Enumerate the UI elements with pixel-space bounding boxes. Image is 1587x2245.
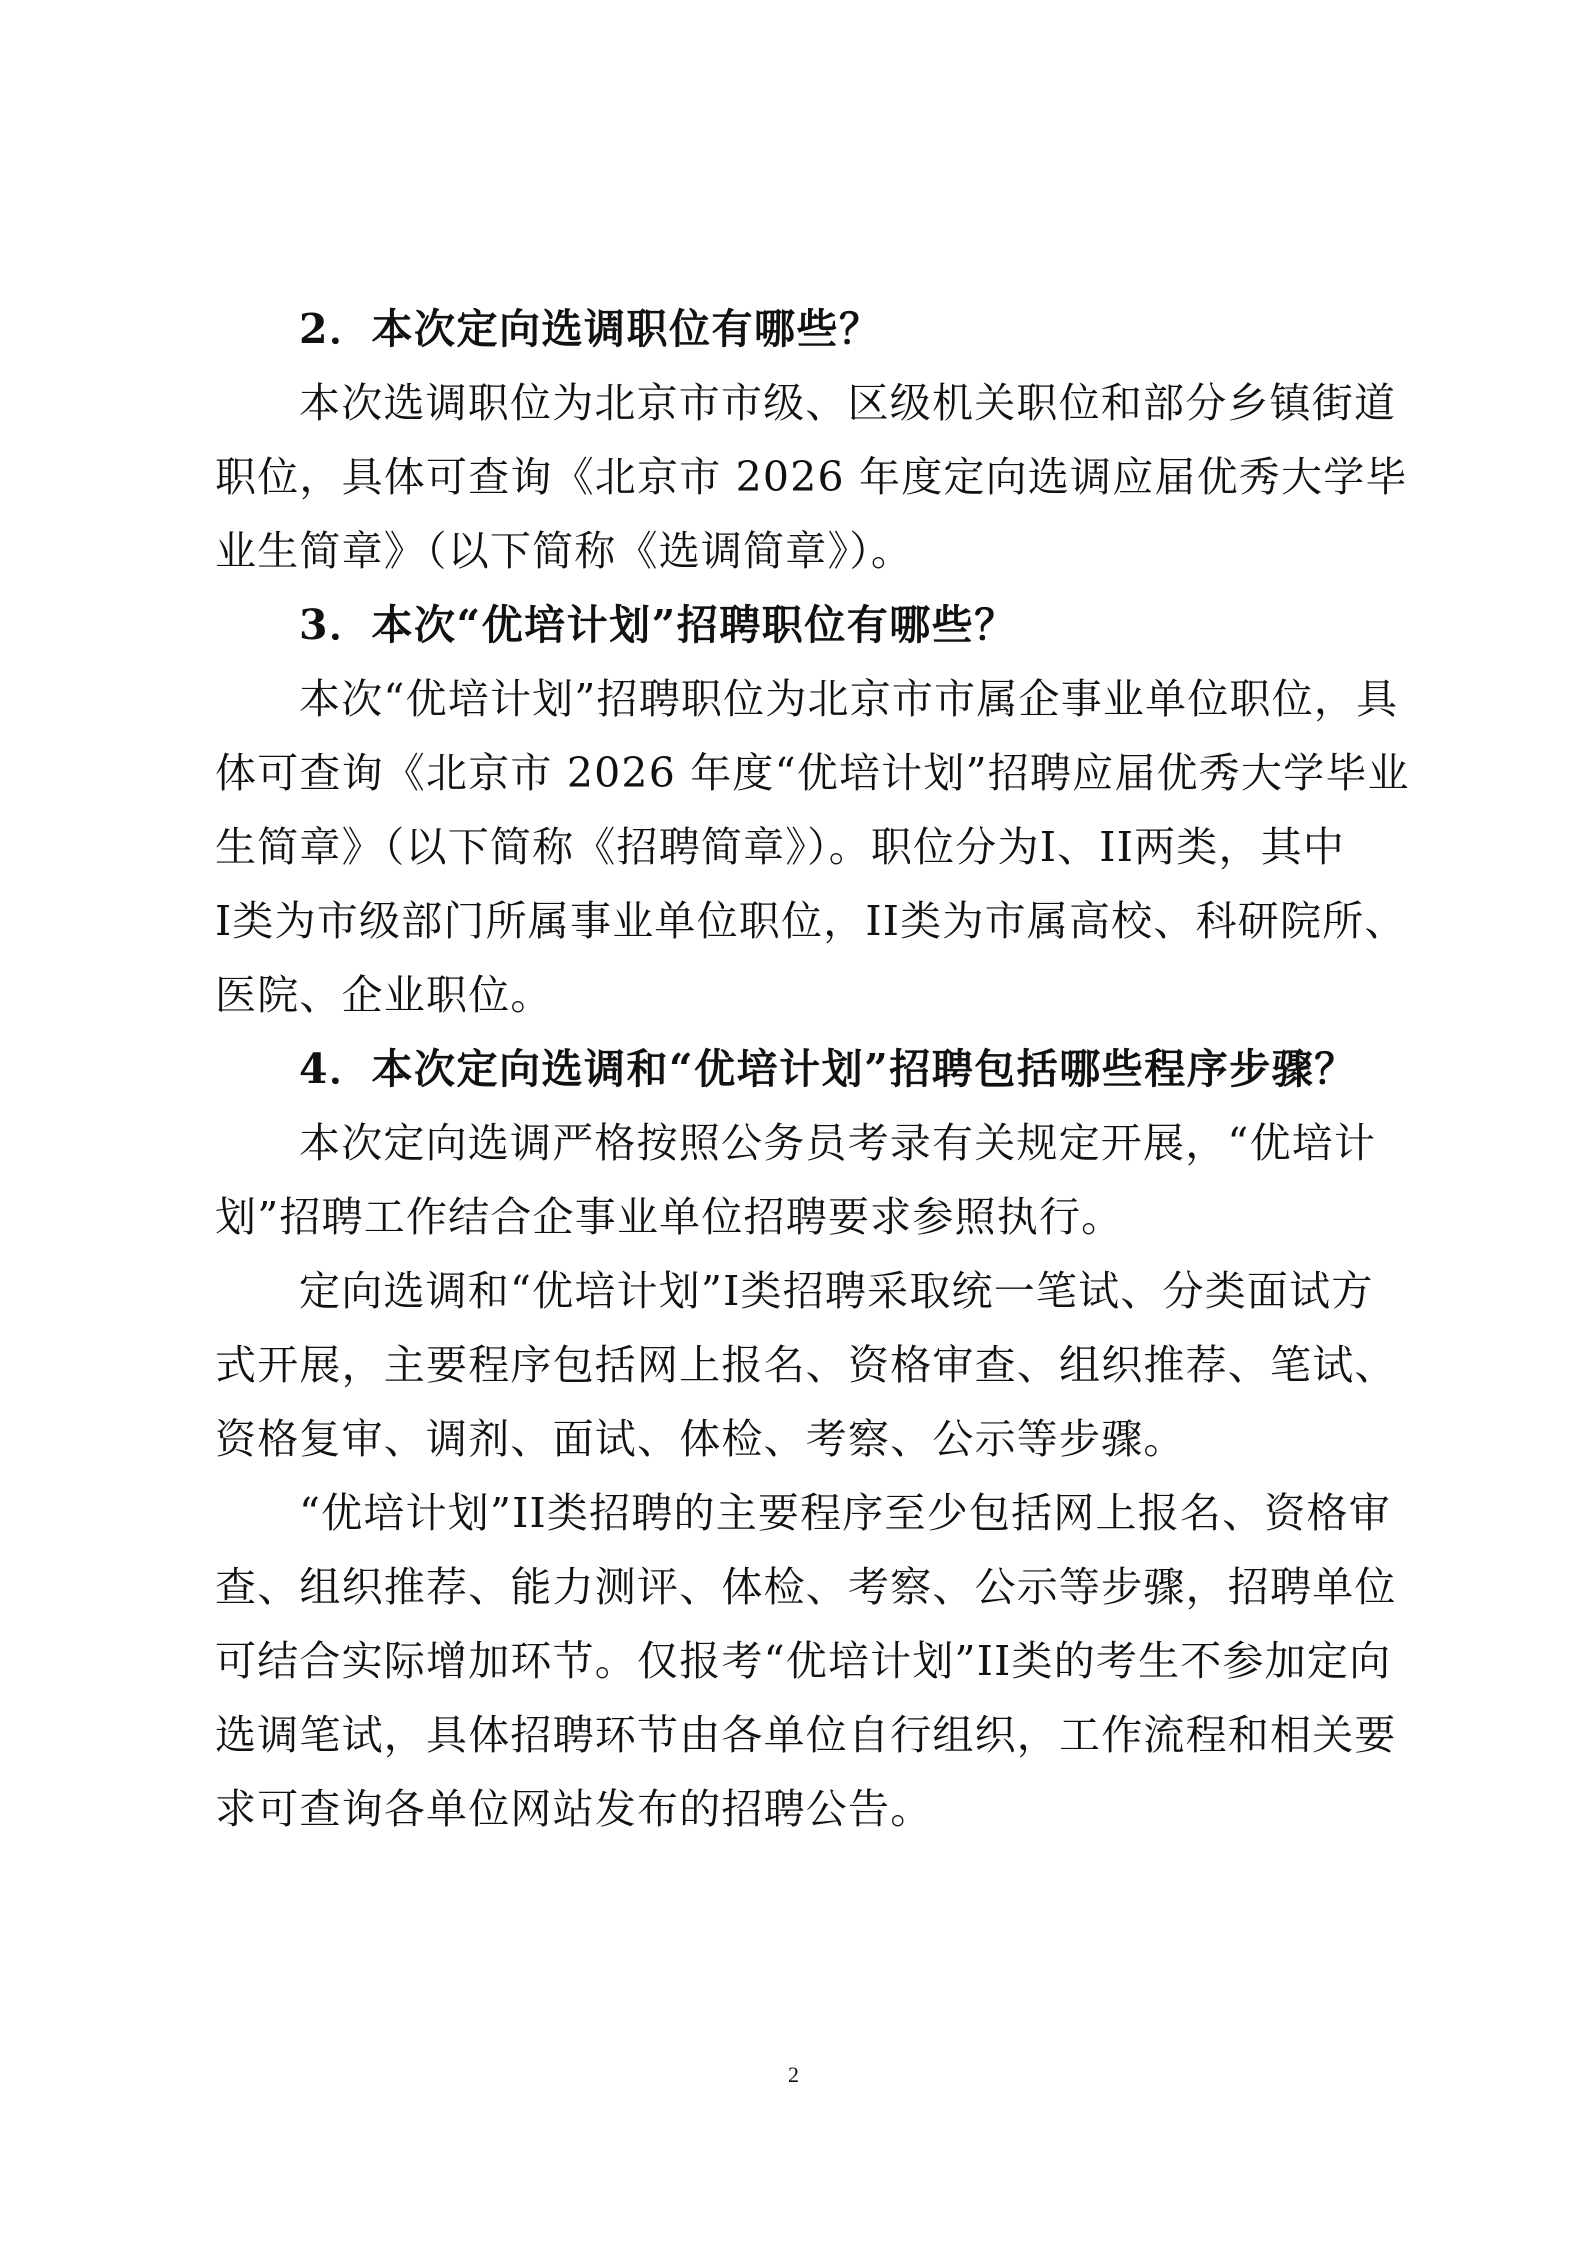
- section-4-paragraph-2: [215, 1254, 1397, 1476]
- paragraph-line: 划”招聘工作结合企事业单位招聘要求参照执行。: [215, 1193, 1124, 1241]
- paragraph-line: 业生简章》（以下简称《选调简章》）。: [215, 527, 914, 575]
- document-body: [215, 292, 1410, 1846]
- section-3-paragraph: [215, 662, 1410, 1032]
- paragraph-line: 定向选调和“优培计划”I类招聘采取统一笔试、分类面试方: [299, 1267, 1374, 1315]
- paragraph-line: 可结合实际增加环节。仅报考“优培计划”II类的考生不参加定向: [215, 1637, 1392, 1685]
- paragraph-line: I类为市级部门所属事业单位职位，II类为市属高校、科研院所、: [215, 897, 1407, 945]
- paragraph-line: 查、组织推荐、能力测评、体检、考察、公示等步骤，招聘单位: [215, 1563, 1397, 1611]
- paragraph-line: 选调笔试，具体招聘环节由各单位自行组织，工作流程和相关要: [215, 1711, 1397, 1759]
- section-4-paragraph-1: [215, 1106, 1385, 1254]
- paragraph-line: “优培计划”II类招聘的主要程序至少包括网上报名、资格审: [299, 1489, 1391, 1537]
- paragraph-line: 资格复审、调剂、面试、体检、考察、公示等步骤。: [215, 1415, 1186, 1463]
- page-number: 2: [788, 2062, 799, 2087]
- paragraph-line: 本次定向选调严格按照公务员考录有关规定开展，“优培计: [299, 1119, 1377, 1167]
- paragraph-line: 式开展，主要程序包括网上报名、资格审查、组织推荐、笔试、: [215, 1341, 1397, 1389]
- section-heading-3: 3．本次“优培计划”招聘职位有哪些？: [299, 601, 1017, 649]
- paragraph-line: 本次选调职位为北京市市级、区级机关职位和部分乡镇街道: [299, 379, 1397, 427]
- section-heading-2: 2．本次定向选调职位有哪些？: [299, 305, 882, 353]
- paragraph-line: 职位，具体可查询《北京市 2026 年度定向选调应届优秀大学毕: [215, 453, 1408, 501]
- paragraph-line: 本次“优培计划”招聘职位为北京市市属企事业单位职位，具: [299, 675, 1399, 723]
- section-2-paragraph: [215, 366, 1408, 588]
- paragraph-line: 医院、企业职位。: [215, 971, 553, 1019]
- paragraph-line: 体可查询《北京市 2026 年度“优培计划”招聘应届优秀大学毕业: [215, 749, 1410, 797]
- section-4-paragraph-3: [215, 1476, 1397, 1846]
- paragraph-line: 求可查询各单位网站发布的招聘公告。: [215, 1785, 933, 1833]
- section-heading-4: 4．本次定向选调和“优培计划”招聘包括哪些程序步骤？: [299, 1045, 1357, 1093]
- paragraph-line: 生简章》（以下简称《招聘简章》）。职位分为I、II两类，其中: [215, 823, 1346, 871]
